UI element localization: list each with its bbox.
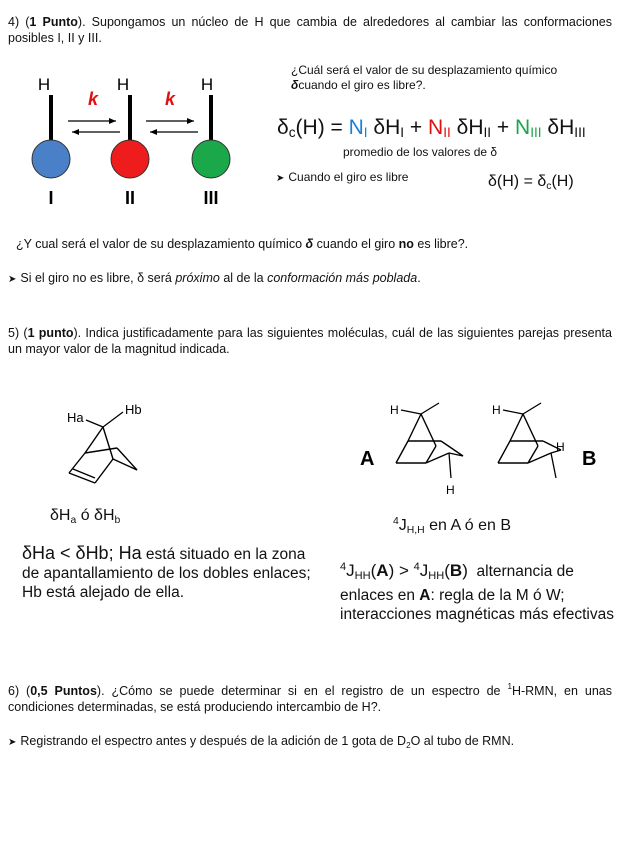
hb-label: Hb bbox=[125, 402, 142, 417]
question-right: $^4J_{H,H}$ en A ó en B bbox=[393, 516, 511, 536]
when-free-note: ➤ Cuando el giro es libre bbox=[276, 170, 409, 184]
q5-statement: 5) (1 punto). Indica justificadamente para las siguientes moléculas, cuál de las siguientes parejas presenta un mayor valor de la magnitud indicada. bbox=[8, 326, 612, 356]
conformation-1-ball bbox=[32, 140, 70, 178]
conformation-2-ball bbox=[111, 140, 149, 178]
average-caption: promedio de los valores de δ bbox=[343, 145, 498, 159]
k-label: k bbox=[87, 89, 99, 109]
q4-statement: 4) (1 Punto). Supongamos un núcleo de H que cambia de alrededores al cambiar las conformaciones posibles I, II y III. bbox=[8, 15, 612, 45]
roman-3: III bbox=[203, 188, 219, 208]
h-label: H bbox=[200, 75, 214, 94]
h-label: H bbox=[492, 403, 501, 417]
label-a: A bbox=[360, 448, 375, 470]
question-left: $\delta H_a$ ó $\delta H_b$ bbox=[50, 507, 121, 526]
norbornene-molecule bbox=[55, 398, 165, 493]
free-result: $\delta(H) = \delta_c(H)$ bbox=[488, 173, 574, 192]
label-b: B bbox=[582, 448, 597, 470]
question-free-rotation: ¿Cuál será el valor de su desplazamiento químico δcuando el giro es libre?. bbox=[291, 63, 558, 92]
h-label: H bbox=[116, 75, 130, 94]
answer-left: δHa < δHb; Ha está situado en la zona de apantallamiento de los dobles enlaces; Hb está alejado de ella. bbox=[22, 543, 311, 601]
conformation-3-ball bbox=[192, 140, 230, 178]
h-label: H bbox=[446, 483, 455, 497]
q6-statement: 6) (0,5 Puntos). ¿Cómo se puede determinar si en el registro de un espectro de $^1$H-RMN, en unas condiciones determinadas, se está produciendo intercambio de H?. bbox=[8, 682, 612, 714]
h-label: H bbox=[556, 440, 565, 454]
roman-2: II bbox=[124, 188, 136, 208]
roman-1: I bbox=[48, 188, 54, 208]
q6-answer: ➤ Registrando el espectro antes y después de la adición de 1 gota de $D_2O$ al tubo de RMN. bbox=[8, 734, 515, 750]
h-label: H bbox=[390, 403, 399, 417]
molecules-a-b bbox=[356, 398, 606, 498]
question-not-free: ¿Y cual será el valor de su desplazamiento químico δ cuando el giro no es libre?. bbox=[16, 237, 469, 251]
k-label: k bbox=[164, 89, 176, 109]
conformations-diagram bbox=[20, 68, 250, 213]
answer-not-free: ➤ Si el giro no es libre, δ será próximo al de la conformación más poblada. bbox=[8, 271, 421, 285]
answer-right: $^4J_{HH}(A) > ^4J_{HH}(B)$ alternancia de enlaces en A: regla de la M ó W; interacciones magnéticas más efectivas bbox=[340, 561, 614, 623]
average-formula: $\delta_c(H) = N_I$ $\delta H_I + N_{II}$ $\delta H_{II} + N_{III}$ $\delta H_{III}$ bbox=[277, 116, 586, 140]
ha-label: Ha bbox=[67, 410, 84, 425]
h-label: H bbox=[37, 75, 51, 94]
